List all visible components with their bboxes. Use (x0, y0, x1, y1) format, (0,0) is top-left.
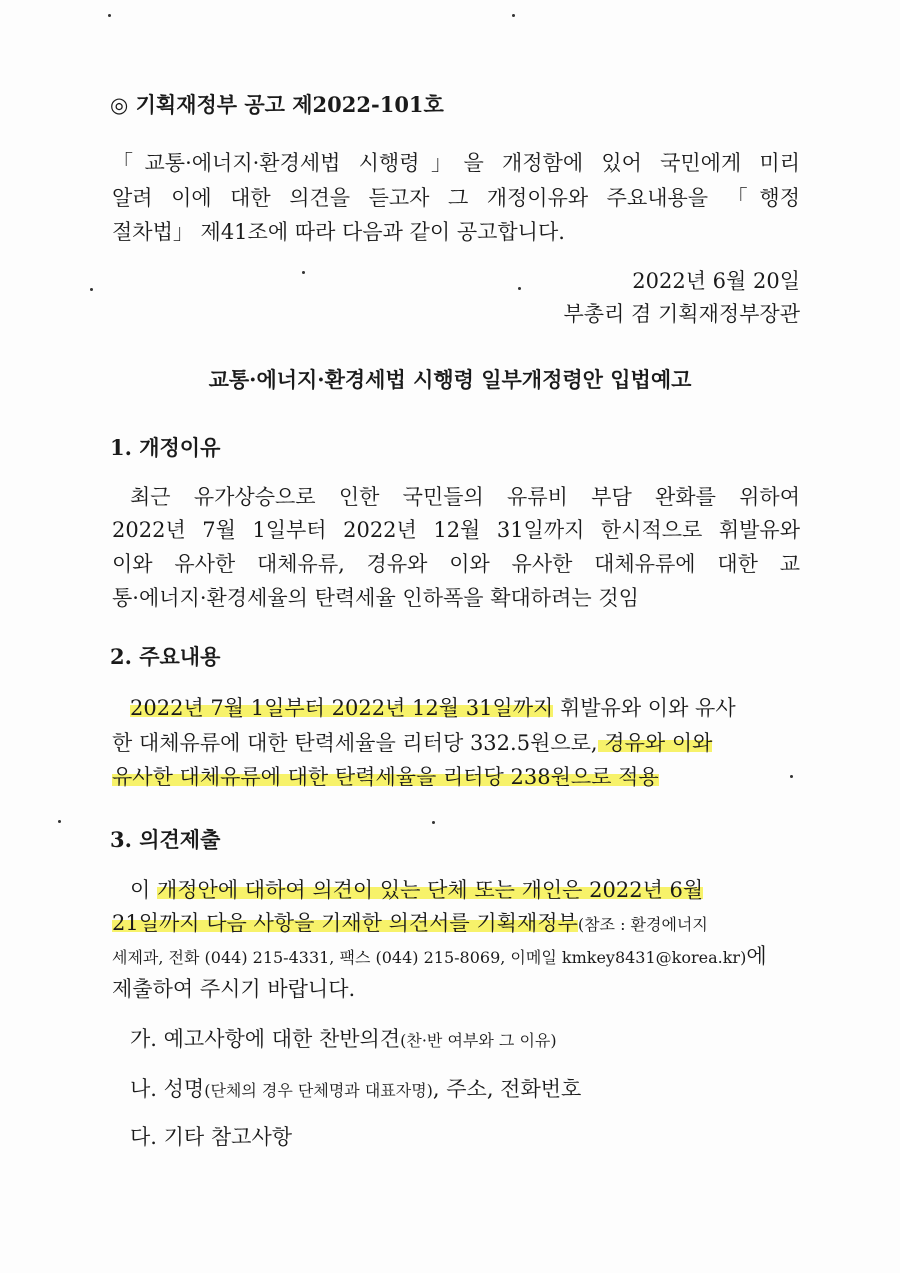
plain-text: 한 대체유류에 대한 탄력세율을 리터당 332.5원으로, (112, 731, 598, 755)
intro-line-3: 절차법」 제41조에 따라 다음과 같이 공고합니다. (112, 220, 565, 244)
scan-speck (512, 14, 515, 17)
highlighted-text: 경유와 이와 (597, 731, 713, 755)
scan-speck (90, 288, 93, 291)
notice-title: ◎ 기획재정부 공고 제2022-101호 (110, 92, 444, 117)
highlighted-text: 개정안에 대하여 의견이 있는 단체 또는 개인은 2022년 6월 (156, 878, 704, 902)
scan-speck (58, 820, 61, 823)
section-2-title: 2. 주요내용 (110, 644, 221, 669)
scan-speck (302, 271, 305, 274)
intro-line-2: 알려 이에 대한 의견을 듣고자 그 개정이유와 주요내용을 「행정 (112, 186, 800, 210)
list-item-b (130, 1073, 900, 1107)
section-3-line-4: 제출하여 주시기 바랍니다. (112, 977, 356, 1001)
section-1-line-4: 통·에너지·환경세율의 탄력세율 인하폭을 확대하려는 것임 (112, 586, 639, 610)
issuer: 부총리 겸 기획재정부장관 (563, 302, 800, 326)
section-1-line-2: 2022년 7월 1일부터 2022년 12월 31일까지 한시적으로 휘발유와 (112, 518, 800, 542)
list-item-b-rest: , 주소, 전화번호 (432, 1077, 582, 1101)
scan-speck (108, 14, 111, 17)
highlighted-text: 유사한 대체유류에 대한 탄력세율을 리터당 238원으로 적용 (112, 765, 659, 789)
list-item-a-note: (찬·반 여부와 그 이유) (400, 1031, 557, 1050)
list-item-b-text: 나. 성명 (130, 1077, 205, 1101)
plain-text: 에 (746, 944, 767, 968)
section-2-line-1 (130, 692, 900, 724)
section-3-line-2 (112, 907, 900, 941)
list-item-b-note: (단체의 경우 단체명과 대표자명) (204, 1081, 433, 1100)
contact-info: 세제과, 전화 (044) 215-4331, 팩스 (044) 215-8069, 이메일 kmkey8431@korea.kr) (112, 948, 747, 967)
section-1-title: 1. 개정이유 (110, 435, 221, 460)
section-2-line-2 (112, 727, 900, 759)
highlighted-text: 21일까지 다음 사항을 기재한 의견서를 기획재정부 (112, 911, 578, 935)
document-heading: 교통·에너지·환경세법 시행령 일부개정령안 입법예고 (208, 367, 692, 392)
section-1-line-3: 이와 유사한 대체유류, 경유와 이와 유사한 대체유류에 대한 교 (112, 552, 800, 576)
reference-contact: (참조 : 환경에너지 (577, 915, 708, 934)
intro-line-1: 「교통·에너지·환경세법 시행령」을 개정함에 있어 국민에게 미리 (112, 151, 800, 175)
notice-date: 2022년 6월 20일 (632, 269, 800, 293)
highlighted-text: 2022년 7월 1일부터 2022년 12월 31일까지 (130, 696, 554, 720)
scan-speck (518, 287, 521, 290)
list-item-a (130, 1023, 900, 1057)
section-3-title: 3. 의견제출 (110, 827, 221, 852)
section-3-line-1 (130, 874, 900, 906)
list-item-a-text: 가. 예고사항에 대한 찬반의견 (130, 1027, 401, 1051)
plain-text: 이 (130, 878, 157, 902)
section-2-line-3 (112, 761, 900, 793)
plain-text: 휘발유와 이와 유사 (553, 696, 736, 720)
section-1-line-1: 최근 유가상승으로 인한 국민들의 유류비 부담 완화를 위하여 (130, 485, 801, 509)
list-item-c: 다. 기타 참고사항 (130, 1125, 293, 1149)
section-3-line-3 (112, 940, 900, 974)
